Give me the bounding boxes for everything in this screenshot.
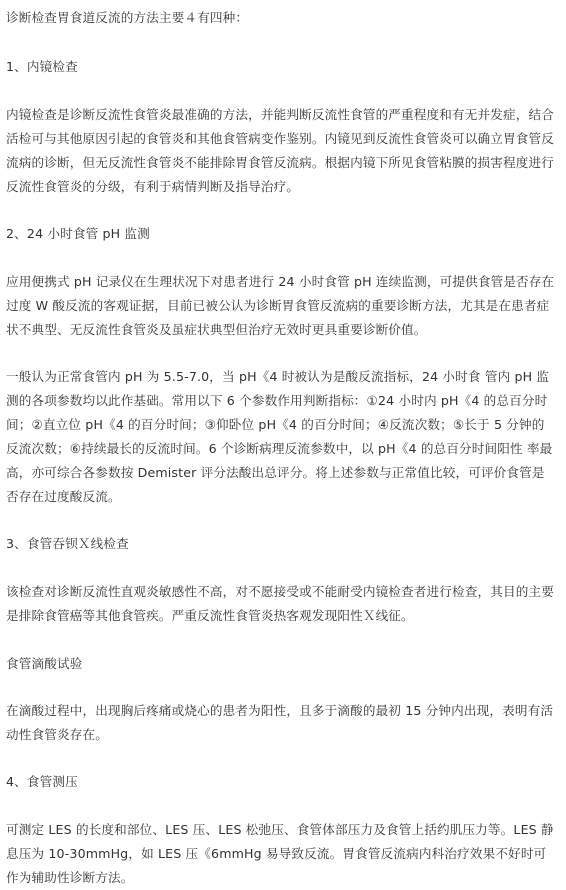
heading-ph-monitoring: 2、24 小时食管 pH 监测 [6,226,150,241]
article [0,6,566,885]
heading-endoscopy: 1、内镜检查 [6,59,78,74]
paragraph-ph-monitoring-2: 一般认为正常食管内 pH 为 5.5-7.0，当 pH《4 时被认为是酸反流指标，24 小时食 管内 pH 监测的各项参数均以此作基础。常用以下 6 个参数作用判断指标：①24 小时内 pH《4 的总百分时间；②直立位 pH《4 的百分时间；③仰卧位 pH《4 的百分时间；④反流次数；⑤长于 5 分钟的反流次数；⑥持续最长的反流时间。6 个诊断病理反流参数中，以 pH《4 的总百分时间阳性 率最高，亦可综合各参数按 Demister 评分法酸出总评分。将上述参数与正常值比较，可评价食管是否存在过度酸反流。 [6,369,553,504]
paragraph-acid-test: 在滴酸过程中，出现胸后疼痛或烧心的患者为阳性，且多于滴酸的最初 15 分钟内出现，表明有活动性食管炎存在。 [6,703,554,742]
paragraph-manometry: 可测定 LES 的长度和部位、LES 压、LES 松弛压、食管体部压力及食管上括约肌压力等。LES 静息压为 10-30mmHg，如 LES 压《6mmHg 易导致反流。胃食管反流病内科治疗效果不好时可作为辅助性诊断方法。 [6,822,554,885]
paragraph-barium-xray: 该检查对诊断反流性直观炎敏感性不高，对不愿接受或不能耐受内镜检查者进行检查，其目的主要是排除食管癌等其他食管疾。严重反流性食管炎热客观发现阳性Ｘ线征。 [6,584,554,623]
intro-line: 诊断检查胃食道反流的方法主要４有四种： [6,10,249,25]
heading-acid-test: 食管滴酸试验 [6,656,83,671]
heading-barium-xray: 3、食管吞钡Ｘ线检查 [6,536,129,551]
heading-manometry: 4、食管测压 [6,774,78,789]
paragraph-endoscopy: 内镜检查是诊断反流性食管炎最准确的方法，并能判断反流性食管的严重程度和有无并发症，结合活检可与其他原因引起的食管炎和其他食管病变作鉴别。内镜见到反流性食管炎可以确立胃食管反流病的诊断，但无反流性食管炎不能排除胃食管反流病。根据内镜下所见食管粘膜的损害程度进行反流性食管炎的分级，有利于病情判断及指导治疗。 [6,107,554,194]
paragraph-ph-monitoring-1: 应用便携式 pH 记录仪在生理状况下对患者进行 24 小时食管 pH 连续监测，可提供食管是否存在过度 W 酸反流的客观证据，目前已被公认为诊断胃食管反流病的重要诊断方法，尤其是在患者症状不典型、无反流性食管炎及虽症状典型但治疗无效时更具重要诊断价值。 [6,274,555,337]
